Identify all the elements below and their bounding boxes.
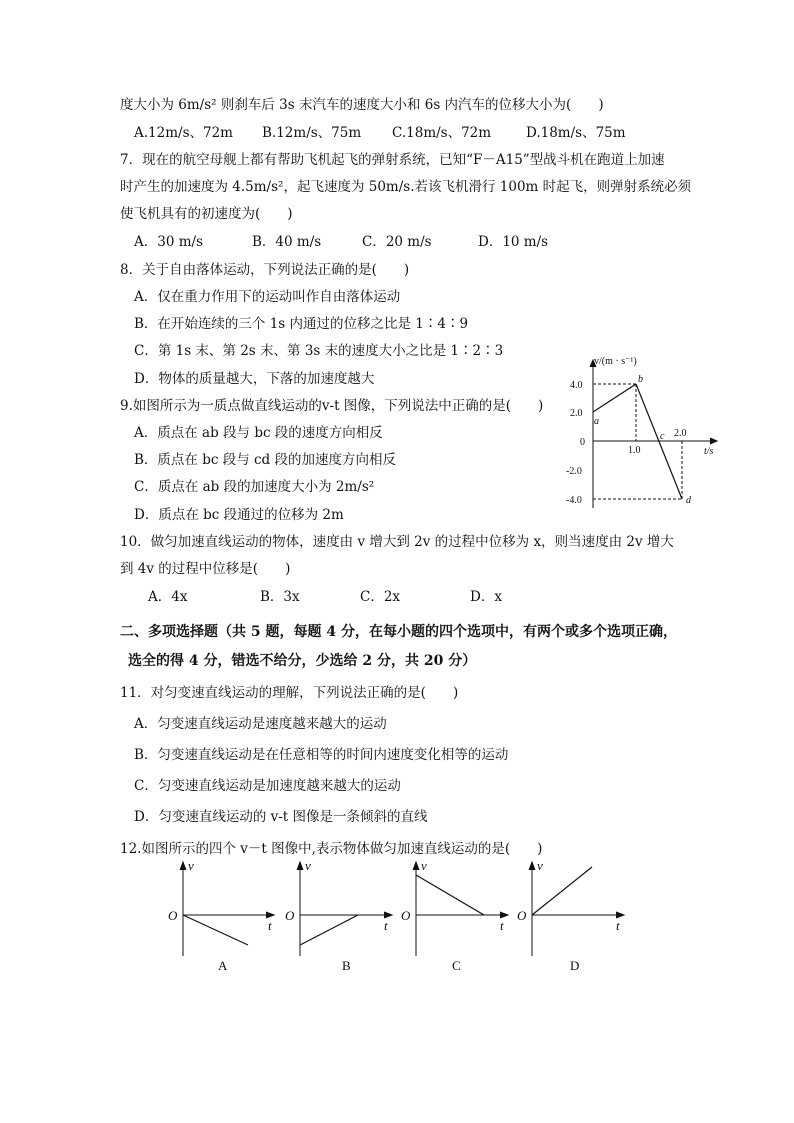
q12-a-v: v	[188, 858, 194, 873]
q6-option-c: C.18m/s、72m	[392, 125, 492, 141]
q9-ytick-2: 2.0	[570, 408, 583, 419]
q9-option-d: D．质点在 bc 段通过的位移为 2m	[134, 507, 344, 523]
q9-vt-graph	[560, 352, 730, 512]
q12-graph-a	[162, 856, 282, 978]
q7-option-d: D．10 m/s	[478, 234, 549, 250]
q12-d-o: O	[517, 908, 527, 923]
q8-option-b: B．在开始连续的三个 1s 内通过的位移之比是 1∶4∶9	[134, 316, 469, 332]
q10-line-1: 10．做匀加速直线运动的物体，速度由 v 增大到 2v 的过程中位移为 x，则当速度由 2v 增大	[120, 534, 674, 550]
q9-xtick-1: 1.0	[628, 445, 641, 456]
q9-xtick-2: 2.0	[674, 428, 687, 439]
q12-stem: 12.如图所示的四个 v－t 图像中,表示物体做匀加速直线运动的是( )	[120, 841, 543, 857]
q9-ytick-neg2: -2.0	[566, 466, 582, 477]
q12-a-o: O	[168, 908, 178, 923]
q9-point-b: b	[638, 374, 643, 385]
q12-b-v: v	[305, 858, 311, 873]
q12-d-label: D	[570, 958, 580, 973]
q9-stem: 9.如图所示为一质点做直线运动的v-t 图像，下列说法中正确的是( )	[120, 398, 544, 414]
q10-option-d: D．x	[470, 589, 502, 605]
q11-stem: 11．对匀变速直线运动的理解，下列说法正确的是( )	[120, 685, 459, 701]
q11-option-c: C．匀变速直线运动是加速度越来越大的运动	[134, 778, 401, 794]
q8-option-d: D．物体的质量越大，下落的加速度越大	[134, 371, 375, 387]
section-2-heading-line-1: 二、多项选择题（共 5 题，每题 4 分，在每小题的四个选项中，有两个或多个选项正确，	[120, 624, 677, 640]
q12-graph-d	[514, 856, 634, 978]
q6-stem: 度大小为 6m/s² 则刹车后 3s 末汽车的速度大小和 6s 内汽车的位移大小为( )	[120, 97, 604, 113]
q7-line-2: 时产生的加速度为 4.5m/s²，起飞速度为 50m/s.若该飞机滑行 100m 时起飞，则弹射系统必须	[120, 179, 692, 195]
q9-segment-ab	[593, 384, 636, 412]
q10-line-2: 到 4v 的过程中位移是( )	[120, 561, 291, 577]
q12-a-line	[183, 915, 248, 945]
q9-point-d: d	[686, 495, 691, 506]
q8-option-c: C．第 1s 末、第 2s 末、第 3s 末的速度大小之比是 1∶2∶3	[134, 343, 504, 359]
q12-d-line	[532, 867, 592, 915]
q7-line-1: 7．现在的航空母舰上都有帮助飞机起飞的弹射系统，已知“F－A15”型战斗机在跑道上加速	[120, 152, 665, 168]
q12-c-t: t	[500, 918, 504, 933]
q10-option-b: B．3x	[260, 589, 300, 605]
q12-d-t: t	[616, 918, 620, 933]
q11-option-d: D．匀变速直线运动的 v-t 图像是一条倾斜的直线	[134, 809, 428, 825]
q9-option-b: B．质点在 bc 段与 cd 段的加速度方向相反	[134, 452, 396, 468]
q7-option-b: B．40 m/s	[252, 234, 322, 250]
q9-xlabel: t/s	[704, 446, 714, 457]
q9-ytick-neg4: -4.0	[566, 495, 582, 506]
q8-option-a: A．仅在重力作用下的运动叫作自由落体运动	[134, 289, 401, 305]
q12-c-label: C	[452, 958, 461, 973]
q12-b-label: B	[342, 958, 351, 973]
q9-ytick-4: 4.0	[570, 380, 583, 391]
q10-option-c: C．2x	[360, 589, 401, 605]
q12-b-line	[300, 915, 358, 945]
q6-option-a: A.12m/s、72m	[134, 125, 233, 141]
q12-graph-c	[398, 856, 518, 978]
q11-option-b: B．匀变速直线运动是在任意相等的时间内速度变化相等的运动	[134, 747, 509, 763]
q7-option-c: C．20 m/s	[362, 234, 432, 250]
q12-c-v: v	[421, 858, 427, 873]
q12-graph-b	[282, 856, 402, 978]
q6-option-b: B.12m/s、75m	[262, 125, 362, 141]
q9-x-arrow	[710, 438, 717, 444]
q6-option-d: D.18m/s、75m	[526, 125, 626, 141]
q12-a-t: t	[268, 918, 272, 933]
q9-option-a: A．质点在 ab 段与 bc 段的速度方向相反	[134, 425, 383, 441]
q12-b-t: t	[384, 918, 388, 933]
q11-option-a: A．匀变速直线运动是速度越来越大的运动	[134, 716, 387, 732]
q9-option-c: C．质点在 ab 段的加速度大小为 2m/s²	[134, 479, 375, 495]
q12-c-o: O	[401, 908, 411, 923]
q10-option-a: A．4x	[148, 589, 188, 605]
q12-d-v: v	[537, 858, 543, 873]
q7-option-a: A．30 m/s	[134, 234, 203, 250]
q12-a-label: A	[218, 958, 228, 973]
q12-c-line	[416, 875, 484, 915]
q9-ytick-0: 0	[580, 437, 585, 448]
section-2-heading-line-2: 选全的得 4 分，错选不给分，少选给 2 分，共 20 分）	[128, 653, 477, 669]
q9-point-c: c	[660, 431, 665, 442]
q7-line-3: 使飞机具有的初速度为( )	[120, 206, 293, 222]
q12-b-o: O	[285, 908, 295, 923]
q9-ylabel: v/(m · s⁻¹)	[594, 356, 637, 367]
q8-stem: 8．关于自由落体运动，下列说法正确的是( )	[120, 262, 410, 278]
q9-point-a: a	[594, 416, 599, 427]
